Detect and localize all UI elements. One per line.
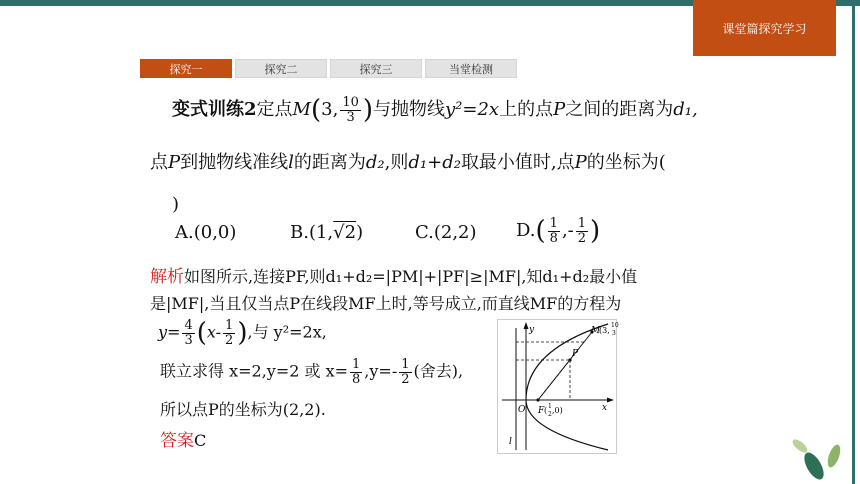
answer-line xyxy=(160,426,206,451)
label-f-den: 2 xyxy=(548,411,552,418)
m-x: 3, xyxy=(321,99,339,120)
option-a: A.(0,0) xyxy=(175,222,237,243)
label-f-close: ,0) xyxy=(552,406,563,415)
label-p: P xyxy=(572,349,579,359)
answer-label: 答案 xyxy=(160,431,194,451)
parabola-eq: y²=2x xyxy=(445,99,500,120)
label-y: y xyxy=(529,325,535,335)
point-f-dot xyxy=(536,398,539,401)
tab-check[interactable]: 当堂检测 xyxy=(425,59,517,78)
option-b: B.(1,√2) xyxy=(290,222,364,243)
label-m-coord-a: (3, xyxy=(599,326,610,335)
text: ,则 xyxy=(384,152,409,173)
exercise-label: 变式训练2 xyxy=(172,99,257,120)
m-y-fraction: $\frac{10}{3}$ xyxy=(342,94,359,125)
point-p: P xyxy=(574,152,587,173)
label-f-num: 1 xyxy=(548,403,552,410)
text: 的距离为 xyxy=(293,152,366,173)
right-border xyxy=(852,0,855,484)
text: 之间的距离为 xyxy=(565,99,674,120)
section-title-badge: 课堂篇探究学习 xyxy=(693,0,836,56)
label-l: l xyxy=(509,437,512,447)
d1: d₁, xyxy=(673,99,698,120)
problem-line-1 xyxy=(172,95,698,125)
point-p: P xyxy=(553,99,566,120)
solution-line-1: 解析如图所示,连接PF,则d₁+d₂=|PM|+|PF|≥|MF|,知d₁+d₂最小值 xyxy=(150,267,638,287)
directrix-l: l xyxy=(288,152,294,173)
solution-line-3: y= $\frac{4}{3}$ (x- $\frac{1}{2}$ ),与 y²=2x, xyxy=(158,317,327,348)
tab-explore-3[interactable]: 探究三 xyxy=(330,59,422,78)
problem-line-2 xyxy=(150,148,666,174)
answer-value: C xyxy=(194,431,207,450)
tab-bar xyxy=(140,59,517,78)
text: 取最小值时,点 xyxy=(460,152,575,173)
y-axis-arrow xyxy=(524,322,529,329)
text: 定点 xyxy=(256,99,293,120)
label-f: F xyxy=(538,406,545,416)
d2: d₂ xyxy=(365,152,385,173)
label-m-den: 3 xyxy=(612,330,616,337)
point-p: P xyxy=(168,152,181,173)
text: 到抛物线准线 xyxy=(180,152,289,173)
label-o: O xyxy=(518,405,526,415)
solution-label: 解析 xyxy=(150,267,184,287)
label-m: M xyxy=(591,326,601,336)
solution-line-2: 是|MF|,当且仅当点P在线段MF上时,等号成立,而直线MF的方程为 xyxy=(150,294,622,313)
tab-explore-1[interactable]: 探究一 xyxy=(140,59,232,78)
solution-line-5: 所以点P的坐标为(2,2). xyxy=(160,400,326,419)
x-axis-arrow xyxy=(607,398,614,403)
leaf-decoration-icon xyxy=(792,430,856,484)
solution-line-4: 联立求得 x=2,y=2 或 x= $\frac{1}{8}$ ,y=- $\frac{1}{2}$ (舍去), xyxy=(160,357,464,387)
label-x: x xyxy=(602,403,608,413)
text: 点 xyxy=(150,152,168,173)
paren-open: ( xyxy=(310,95,322,125)
tab-explore-2[interactable]: 探究二 xyxy=(235,59,327,78)
label-m-num: 10 xyxy=(611,322,619,329)
point-m: M xyxy=(292,99,311,120)
text: 的坐标为( xyxy=(586,152,666,173)
problem-line-3: ) xyxy=(172,194,180,215)
paren-close: ) xyxy=(362,95,374,125)
option-c: C.(2,2) xyxy=(415,222,477,243)
text: 上的点 xyxy=(499,99,554,120)
d-sum: d₁+d₂ xyxy=(408,152,461,173)
parabola-figure-svg xyxy=(498,320,619,453)
option-d: D.( $\frac{1}{8}$ ,- $\frac{1}{2}$ ) xyxy=(516,215,601,246)
parabola-figure xyxy=(497,319,617,454)
text: 与抛物线 xyxy=(373,99,446,120)
label-f-open: ( xyxy=(544,406,548,415)
parabola-curve xyxy=(526,324,608,450)
